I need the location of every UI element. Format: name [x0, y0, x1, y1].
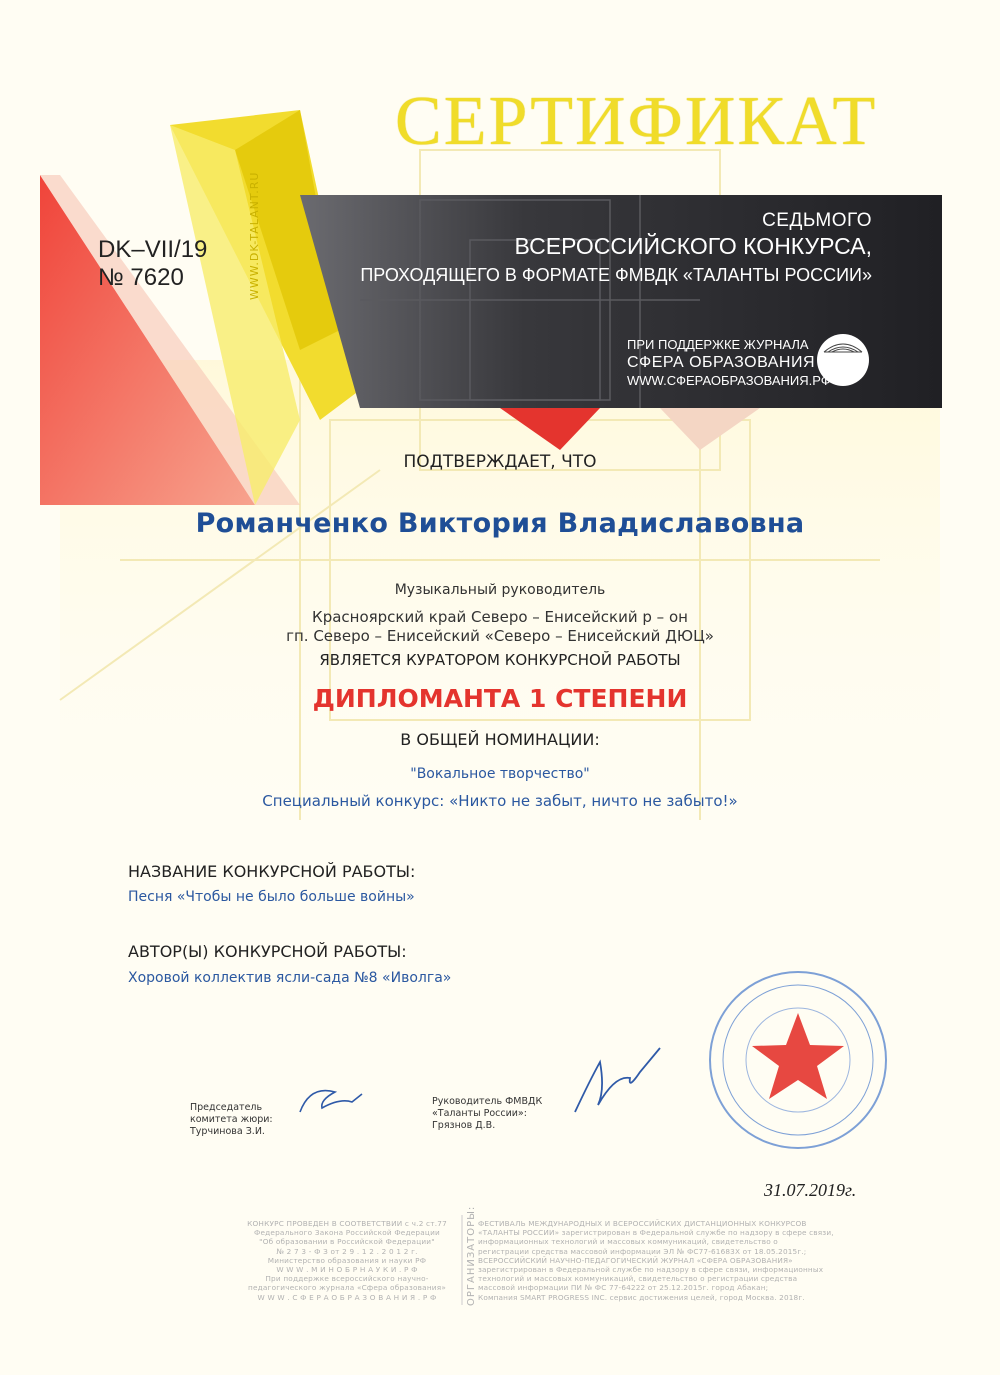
jury-chair-block	[190, 1102, 273, 1138]
curator-text: ЯВЛЯЕТСЯ КУРАТОРОМ КОНКУРСНОЙ РАБОТЫ	[319, 651, 681, 669]
footer-right-line: информационных технологий и массовых коммуникаций, свидетельство о	[478, 1237, 778, 1247]
work-title: Песня «Чтобы не было больше войны»	[128, 889, 415, 905]
nomination-value: "Вокальное творчество"	[410, 766, 590, 782]
footer-left-line: "Об образовании в Российской Федерации"	[259, 1237, 435, 1247]
journal-url: WWW.СФЕРАОБРАЗОВАНИЯ.РФ	[627, 373, 831, 388]
organizers-label: ОРГАНИЗАТОРЫ:	[466, 1205, 477, 1306]
band-line-2: ВСЕРОССИЙСКОГО КОНКУРСА,	[514, 233, 872, 259]
issue-date: 31.07.2019г.	[764, 1180, 857, 1200]
footer-left-line: При поддержке всероссийского научно-	[265, 1274, 429, 1284]
head-signature	[575, 1048, 660, 1112]
festival-head-name: Грязнов Д.В.	[432, 1120, 496, 1131]
band-line-1: СЕДЬМОГО	[762, 210, 872, 231]
footer-legal-left	[242, 1219, 452, 1302]
jury-chair-line-1: Председатель	[190, 1102, 263, 1113]
footer-left-line: W W W . С Ф Е Р А О Б Р А З О В А Н И Я . Р Ф	[257, 1292, 437, 1302]
footer-legal-right	[478, 1219, 888, 1302]
footer-left-line: Федерального Закона Российской Федерации	[254, 1228, 440, 1238]
footer-right-line: технологий и массовых коммуникаций, свидетельство о регистрации средства	[478, 1274, 798, 1284]
certificate-number: № 7620	[98, 264, 184, 291]
footer-left-line: W W W . М И Н О Б Р Н А У К И . Р Ф	[276, 1265, 418, 1275]
recipient-region: Красноярский край Северо – Енисейский р – он	[312, 608, 688, 626]
author-name: Хоровой коллектив ясли-сада №8 «Иволга»	[128, 970, 452, 986]
footer-right-line: ФЕСТИВАЛЬ МЕЖДУНАРОДНЫХ И ВСЕРОССИЙСКИХ ДИСТАНЦИОННЫХ КОНКУРСОВ	[478, 1219, 807, 1228]
side-url: WWW.DK-TALANT.RU	[248, 171, 261, 300]
footer-right-line: ВСЕРОССИЙСКИЙ НАУЧНО-ПЕДАГОГИЧЕСКИЙ ЖУРНАЛ «СФЕРА ОБРАЗОВАНИЯ»	[478, 1255, 793, 1265]
jury-signature	[300, 1091, 362, 1112]
certificate-title: СЕРТИФИКАТ	[395, 83, 878, 160]
band-line-3: ПРОХОДЯЩЕГО В ФОРМАТЕ ФМВДК «ТАЛАНТЫ РОССИИ»	[360, 265, 872, 285]
footer-right-line: Компания SMART PROGRESS INC. сервис достижения целей, город Москва. 2018г.	[478, 1292, 805, 1302]
footer-left-line: № 2 7 3 - Ф З от 2 9 . 1 2 . 2 0 1 2 г.	[276, 1246, 418, 1256]
work-heading: НАЗВАНИЕ КОНКУРСНОЙ РАБОТЫ:	[128, 862, 416, 881]
special-contest: Специальный конкурс: «Никто не забыт, ничто не забыто!»	[262, 792, 738, 810]
nomination-heading: В ОБЩЕЙ НОМИНАЦИИ:	[400, 730, 600, 749]
recipient-name: Романченко Виктория Владиславовна	[195, 508, 805, 539]
recipient-position: Музыкальный руководитель	[394, 582, 606, 598]
festival-head-block	[432, 1096, 542, 1132]
jury-chair-line-2: комитета жюри:	[190, 1114, 273, 1125]
certificate-id	[98, 236, 207, 292]
jury-chair-name: Турчинова З.И.	[190, 1126, 265, 1137]
footer-right-line: «ТАЛАНТЫ РОССИИ» зарегистрирован в Федеральной службе по надзору в сфере связи,	[478, 1228, 834, 1238]
festival-head-line-1: Руководитель ФМВДК	[432, 1096, 543, 1107]
stamp-seal	[710, 972, 886, 1148]
journal-name: СФЕРА ОБРАЗОВАНИЯ	[627, 354, 815, 371]
footer-right-line: массовой информации ПИ № ФС 77-64222 от 25.12.2015г. город Абакан;	[478, 1283, 769, 1293]
support-line: ПРИ ПОДДЕРЖКЕ ЖУРНАЛА	[627, 337, 809, 352]
footer-left-line: Министерство образования и науки РФ	[267, 1255, 427, 1265]
footer-left-line: КОНКУРС ПРОВЕДЕН В СООТВЕТСТВИИ с ч.2 ст.77	[247, 1219, 447, 1228]
footer-left-line: педагогического журнала «Сфера образования»	[247, 1283, 447, 1293]
confirms-text: ПОДТВЕРЖДАЕТ, ЧТО	[403, 452, 597, 472]
footer-right-line: регистрации средства массовой информации ЭЛ № ФС77-61683Х от 18.05.2015г.;	[478, 1246, 807, 1256]
diploma-degree: ДИПЛОМАНТА 1 СТЕПЕНИ	[312, 684, 688, 713]
author-heading: АВТОР(Ы) КОНКУРСНОЙ РАБОТЫ:	[128, 942, 407, 961]
certificate-code: DK–VII/19	[98, 236, 208, 263]
festival-head-line-2: «Таланты России»:	[432, 1108, 527, 1119]
journal-support	[627, 336, 831, 390]
footer-right-line: зарегистрирован в Федеральной службе по надзору в сфере связи, информационных	[478, 1265, 824, 1275]
recipient-organization: гп. Северо – Енисейский «Северо – Енисейский ДЮЦ»	[286, 627, 714, 645]
